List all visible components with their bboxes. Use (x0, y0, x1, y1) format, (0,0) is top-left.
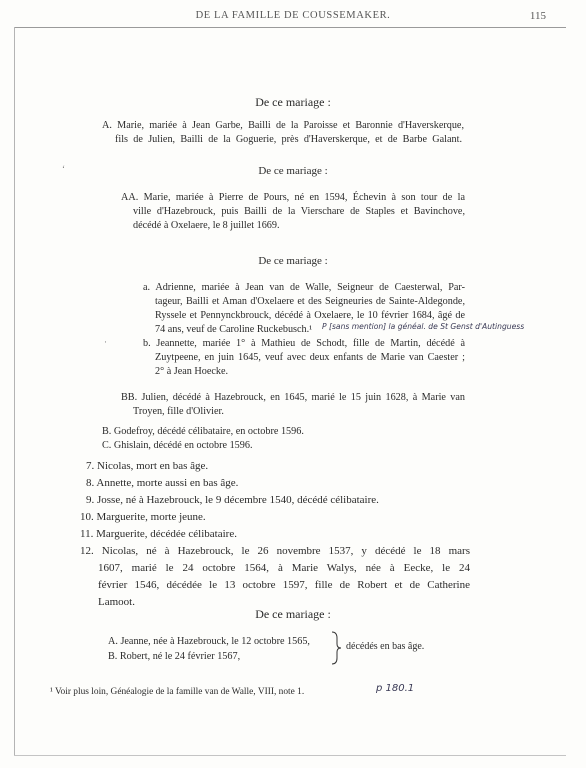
heading-de-ce-mariage-3: De ce mariage : (258, 255, 328, 267)
entry-7: 7. Nicolas, mort en bas âge. (86, 460, 209, 472)
page-frame-top (14, 27, 566, 28)
handwritten-footnote-note: p 180.1 (376, 683, 415, 694)
child-a-jeanne: A. Jeanne, née à Hazebrouck, le 12 octobre 1565, (108, 636, 310, 647)
brace-label: décédés en bas âge. (346, 641, 425, 652)
entry-b-godefroy: B. Godefroy, décédé célibataire, en octobre 1596. (102, 426, 304, 437)
heading-de-ce-mariage-4: De ce mariage : (255, 607, 331, 621)
entry-aa-line-2: ville d'Hazebrouck, puis Bailli de la Vierschare de Staples et Bavinchove, (133, 206, 465, 217)
entry-a-small-line-3: Ryssele et Pennynckbrouck, décédé à Oxelaere, le 10 février 1684, âgé de (155, 310, 465, 321)
entry-c-ghislain: C. Ghislain, décédé en octobre 1596. (102, 440, 253, 451)
entry-bb-line-2: Troyen, fille d'Olivier. (133, 406, 224, 417)
entry-a-line-1: A. Marie, mariée à Jean Garbe, Bailli de la Paroisse et Baronnie d'Haverskerque, (102, 120, 464, 131)
entry-8: 8. Annette, morte aussi en bas âge. (86, 477, 239, 489)
entry-a-small-line-1: a. Adrienne, mariée à Jean van de Walle, Seigneur de Caesterwal, Par- (143, 282, 465, 293)
page-number: 115 (529, 10, 546, 22)
entry-b-small-line-3: 2° à Jean Hoecke. (155, 366, 229, 377)
entry-10: 10. Marguerite, morte jeune. (80, 511, 206, 523)
margin-mark: ʻ (62, 164, 65, 174)
curly-brace (330, 631, 342, 665)
entry-a-line-2: fils de Julien, Bailli de la Goguerie, près d'Haverskerque, et de Barbe Galant. (115, 134, 462, 145)
entry-12-line-1: 12. Nicolas, né à Hazebrouck, le 26 novembre 1537, y décédé le 18 mars (80, 545, 470, 557)
entry-12-line-3: février 1546, décédée le 13 octobre 1597, fille de Robert et de Catherine (98, 579, 470, 591)
entry-12-line-2: 1607, marié le 24 octobre 1564, à Marie Walys, née à Eecke, le 24 (98, 562, 470, 574)
running-title: DE LA FAMILLE DE COUSSEMAKER. (195, 10, 391, 21)
handwritten-margin-note: P [sans mention] la généal. de St Genst d'Autinguess (322, 322, 525, 331)
entry-9: 9. Josse, né à Hazebrouck, le 9 décembre 1540, décédé célibataire. (86, 494, 379, 506)
footnote: ¹ Voir plus loin, Généalogie de la famille van de Walle, VIII, note 1. (50, 687, 305, 697)
entry-aa-line-3: décédé à Oxelaere, le 8 juillet 1669. (133, 220, 280, 231)
entry-bb-line-1: BB. Julien, décédé à Hazebrouck, en 1645, marié le 15 juin 1628, à Marie van (121, 392, 465, 403)
entry-11: 11. Marguerite, décédée célibataire. (80, 528, 237, 540)
entry-b-small-line-1: b. Jeannette, mariée 1° à Mathieu de Schodt, fille de Martin, décédé à (143, 338, 465, 349)
heading-de-ce-mariage-1: De ce mariage : (255, 95, 331, 109)
heading-de-ce-mariage-2: De ce mariage : (258, 165, 328, 177)
page-frame-left (14, 27, 15, 756)
entry-12-line-4: Lamoot. (98, 596, 135, 608)
entry-b-small-line-2: Zuytpeene, en juin 1645, veuf avec deux enfants de Marie van Caester ; (155, 352, 465, 363)
child-b-robert: B. Robert, né le 24 février 1567, (108, 651, 241, 662)
entry-aa-line-1: AA. Marie, mariée à Pierre de Pours, né en 1594, Échevin à son tour de la (121, 192, 465, 203)
margin-dot: · (104, 337, 107, 347)
entry-a-small-line-2: tageur, Bailli et Aman d'Oxelaere et des Seigneuries de Sainte-Aldegonde, (155, 296, 465, 307)
entry-a-small-line-4: 74 ans, veuf de Caroline Ruckebusch.¹ (155, 324, 313, 335)
page-frame-bottom (14, 755, 566, 756)
